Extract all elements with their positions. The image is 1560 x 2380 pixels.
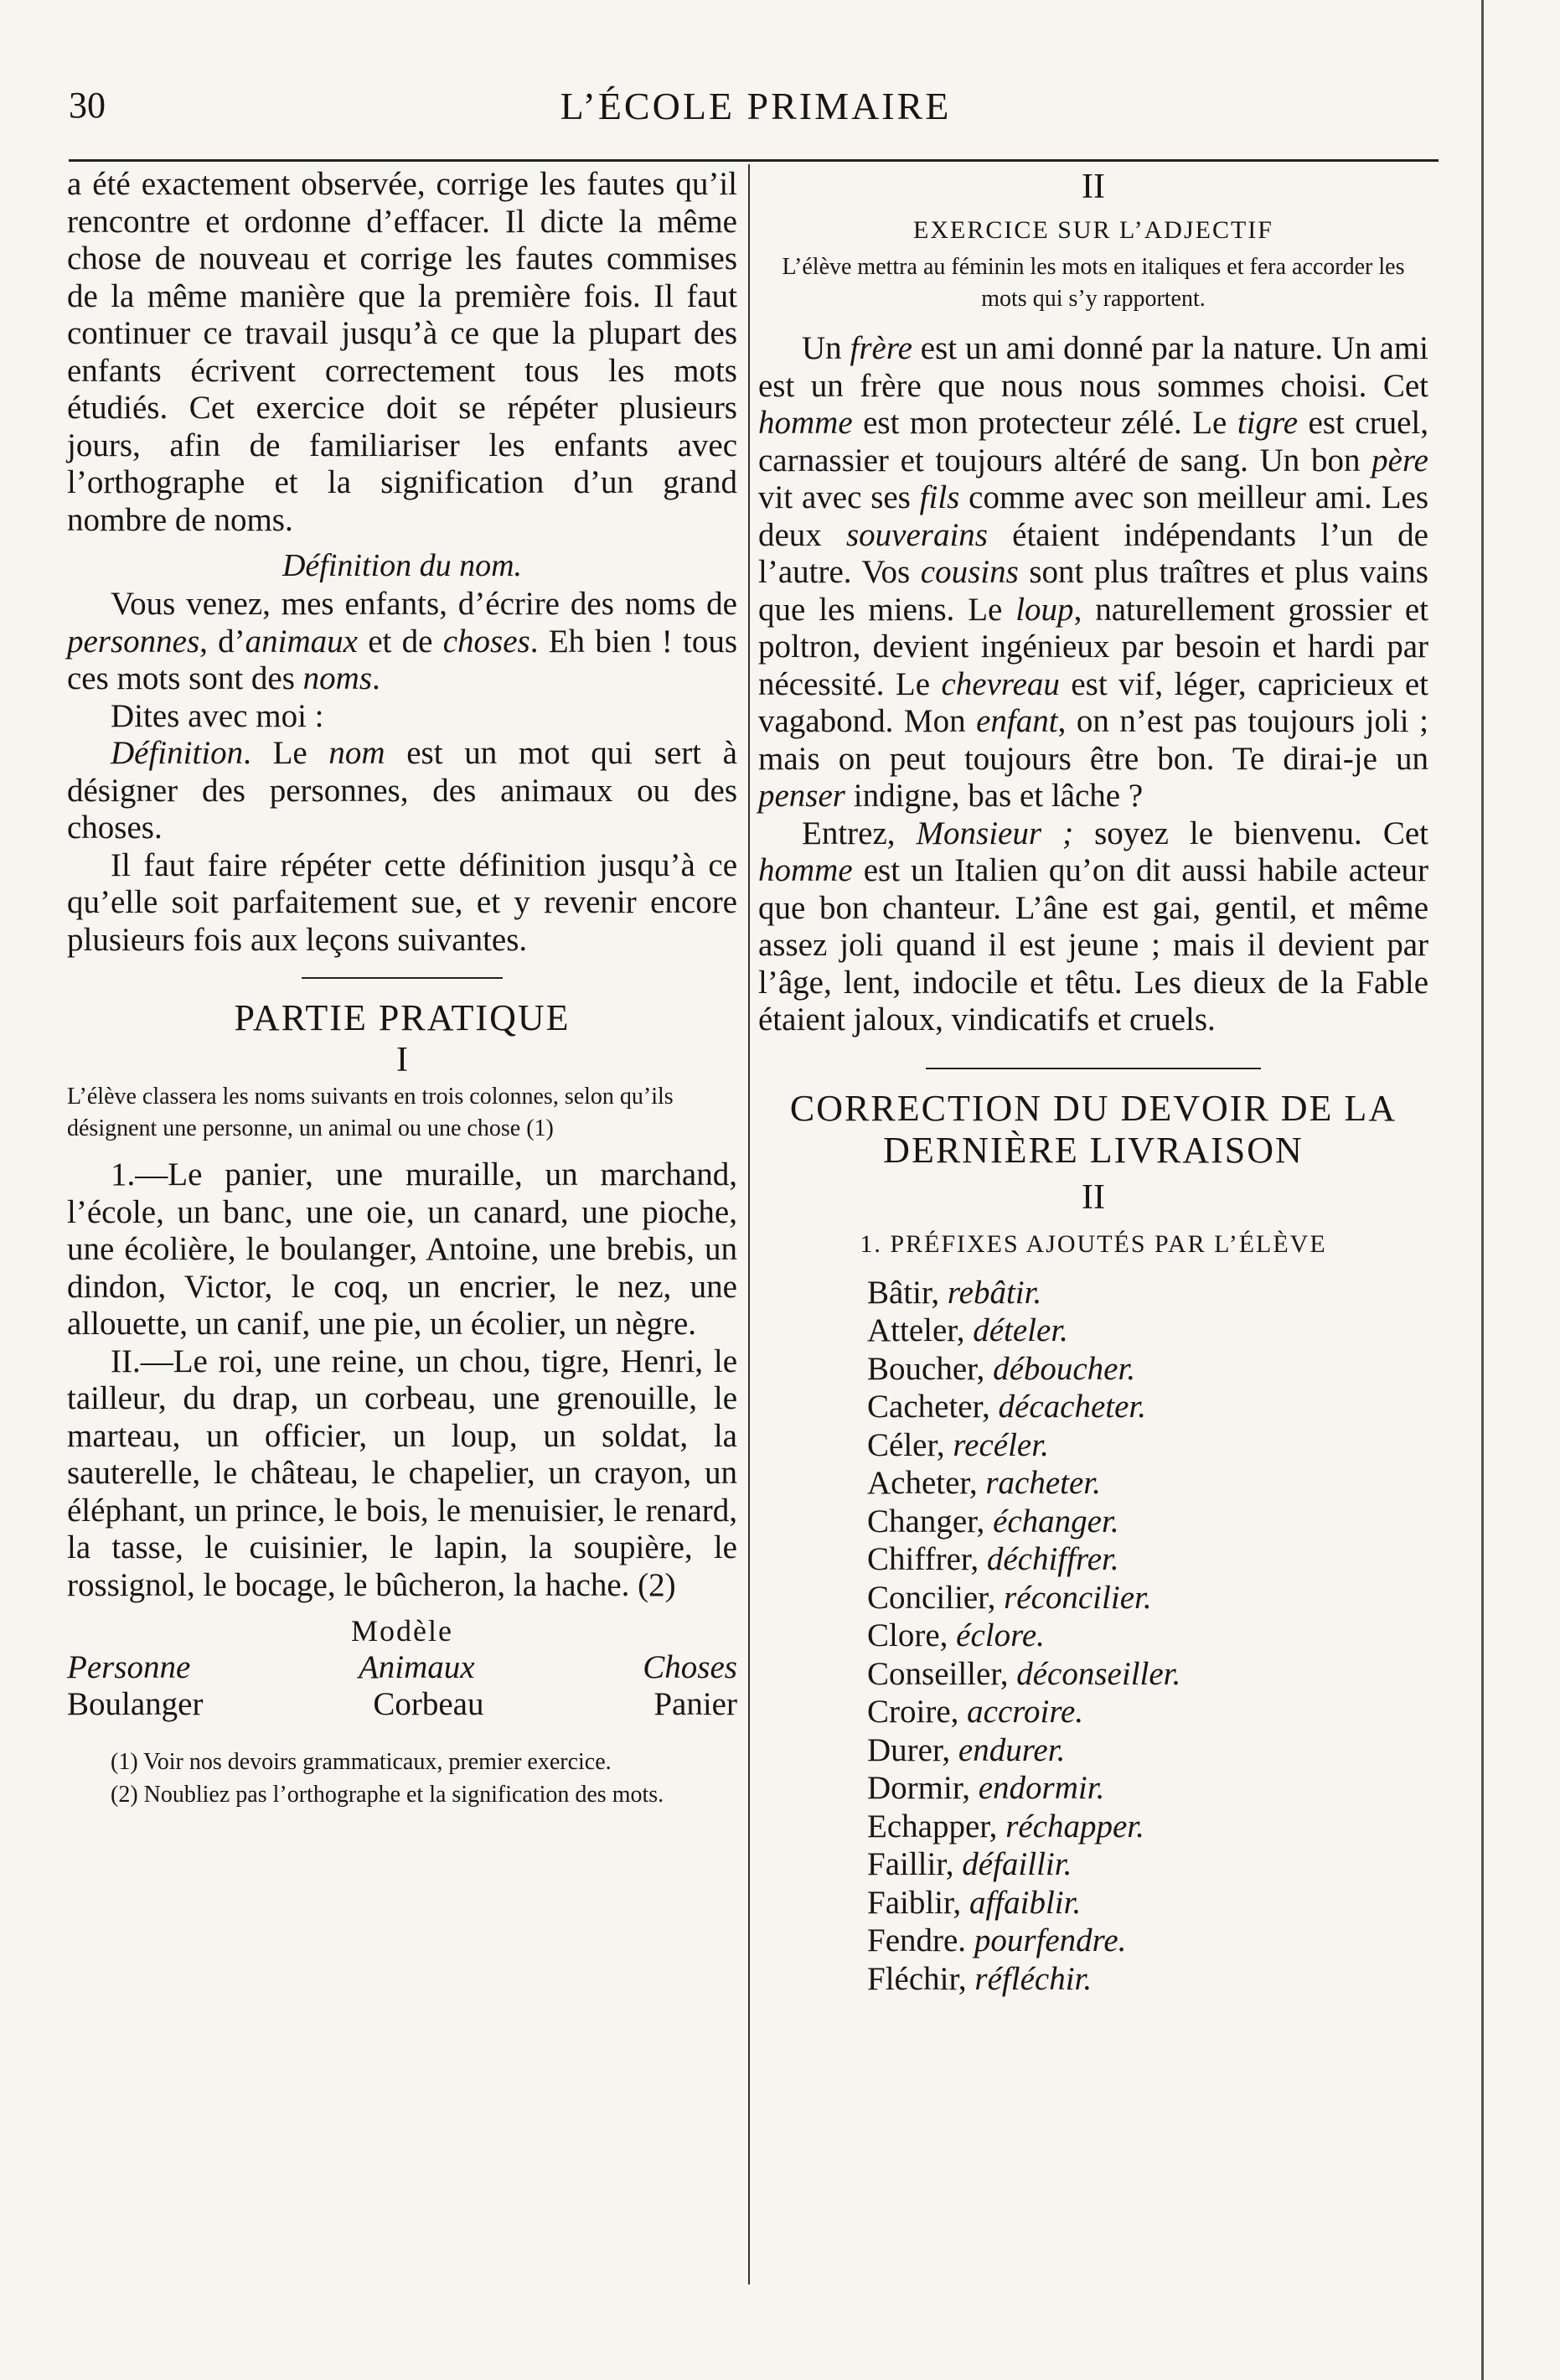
adjective-instruction: L’élève mettra au féminin les mots en italiques et fera accorder les mots qui s’y rapportent. bbox=[782, 254, 1405, 312]
text-segment: est un ami donné par la nature. Un ami est un frère que nous nous sommes choisi. Cet bbox=[758, 330, 1428, 404]
footnotes bbox=[67, 1748, 737, 1808]
text-segment: cousins bbox=[920, 554, 1019, 590]
base-verb: Céler, bbox=[867, 1426, 953, 1463]
exercise-instruction: L’élève classera les noms suivants en trois colonnes, selon qu’ils désignent une personne, un animal ou une chose (1) bbox=[67, 1084, 674, 1141]
text-segment: souverains bbox=[845, 516, 988, 553]
section-rule bbox=[302, 977, 503, 979]
prefixed-verb: déconseiller. bbox=[1016, 1655, 1181, 1692]
prefixed-verb: défaillir. bbox=[962, 1846, 1072, 1882]
prefix-row bbox=[867, 1350, 1428, 1389]
definition-heading: Définition du nom. bbox=[282, 548, 523, 583]
adjective-exercise-text bbox=[758, 330, 1428, 815]
prefix-row bbox=[867, 1845, 1428, 1884]
running-title: L’ÉCOLE PRIMAIRE bbox=[560, 85, 952, 127]
prefix-row bbox=[867, 1960, 1428, 1999]
text-segment: homme bbox=[758, 852, 853, 888]
partie-pratique-heading: PARTIE PRATIQUE bbox=[234, 997, 571, 1038]
prefix-row bbox=[867, 1655, 1428, 1694]
text-segment: enfant bbox=[976, 703, 1058, 739]
text-segment: tigre bbox=[1237, 405, 1299, 441]
footnote-two: (2) Noubliez pas l’orthographe et la signification des mots. bbox=[111, 1782, 664, 1808]
paragraph-names: Vous venez, mes enfants, d’écrire des noms de personnes, d’animaux et de choses. Eh bien ! tous ces mots sont des noms. bbox=[67, 586, 737, 696]
modele-value-chose: Panier bbox=[653, 1686, 737, 1722]
prefix-list bbox=[867, 1274, 1428, 1999]
text-segment: , naturellement grossier et poltron, devient ingénieux par besoin et hardi par nécessité. Le bbox=[758, 591, 1428, 702]
text-segment: indigne, bas et lâche ? bbox=[845, 778, 1144, 814]
column-divider bbox=[748, 164, 750, 2284]
text-segment: est cruel, carnassier et toujours altéré de sang. Un bon bbox=[758, 405, 1428, 479]
modele-headers bbox=[67, 1649, 737, 1686]
text-segment: loup bbox=[1015, 591, 1074, 628]
prefixed-verb: recéler. bbox=[953, 1426, 1049, 1463]
modele-value-animal: Corbeau bbox=[373, 1686, 484, 1722]
adjective-exercise-text-two bbox=[758, 815, 1428, 1039]
prefix-row bbox=[867, 1579, 1428, 1617]
prefix-row bbox=[867, 1884, 1428, 1922]
base-verb: Fléchir, bbox=[867, 1960, 975, 1997]
base-verb: Cacheter, bbox=[867, 1389, 999, 1425]
text-segment: Monsieur ; bbox=[916, 815, 1074, 851]
base-verb: Fendre. bbox=[867, 1922, 974, 1958]
prefixed-verb: pourfendre. bbox=[974, 1922, 1127, 1958]
text-segment: est vif, léger, capricieux et vagabond. Mon bbox=[758, 665, 1428, 739]
text-segment: frère bbox=[850, 330, 912, 366]
modele-value-personne: Boulanger bbox=[67, 1686, 204, 1722]
paragraph-definition: Définition. Le nom est un mot qui sert à désigner des personnes, des animaux ou des choses. bbox=[67, 735, 737, 846]
prefix-row bbox=[867, 1540, 1428, 1579]
prefix-row bbox=[867, 1274, 1428, 1312]
text-segment: , on n’est pas toujours joli ; mais on peut toujours être bon. Te dirai-je un bbox=[758, 703, 1428, 777]
text-segment: comme avec son meilleur ami. Les deux bbox=[758, 479, 1429, 553]
exercise-list-two: II.—Le roi, une reine, un chou, tigre, Henri, le tailleur, du drap, un corbeau, une grenouille, le marteau, un officier, un loup, un soldat, la sauterelle, le château, le chapelier, un crayon, un éléphant, un prince, le bois, le menuisier, le renard, la tasse, le cuisinier, le lapin, la soupière, le rossignol, le bocage, le bûcheron, la hache. (2) bbox=[67, 1343, 737, 1603]
left-column bbox=[67, 166, 737, 1808]
base-verb: Croire, bbox=[867, 1694, 968, 1730]
text-segment: fils bbox=[919, 479, 960, 515]
prefixed-verb: réfléchir. bbox=[974, 1960, 1093, 1997]
intro-paragraph: a été exactement observée, corrige les fautes qu’il rencontre et ordonne d’effacer. Il dicte la même chose de nouveau et corrige les fautes commises de la même manière que la première fois. Il faut continuer ce travail jusqu’à ce que la plupart des enfants écrivent correctement tous les mots étudiés. Cet exercice doit se répéter plusieurs jours, afin de familiariser les enfants avec l’orthographe et la signification d’un grand nombre de noms. bbox=[67, 166, 737, 538]
base-verb: Changer, bbox=[867, 1503, 994, 1539]
roman-numeral-one: I bbox=[396, 1041, 408, 1079]
base-verb: Atteler, bbox=[867, 1312, 974, 1348]
prefixed-verb: réchapper. bbox=[1005, 1808, 1144, 1844]
modele-title: Modèle bbox=[351, 1614, 453, 1648]
prefix-title: 1. PRÉFIXES AJOUTÉS PAR L’ÉLÈVE bbox=[860, 1229, 1327, 1258]
base-verb: Clore, bbox=[867, 1617, 957, 1653]
text-segment: Entrez, bbox=[802, 815, 917, 851]
prefix-row bbox=[867, 1769, 1428, 1808]
right-column bbox=[758, 166, 1428, 1998]
base-verb: Faillir, bbox=[867, 1846, 963, 1882]
paragraph-practice: Il faut faire répéter cette définition jusqu’à ce qu’elle soit parfaitement sue, et y revenir encore plusieurs fois aux leçons suivantes. bbox=[67, 846, 737, 958]
prefixed-verb: accroire. bbox=[967, 1694, 1084, 1730]
text-segment: est un Italien qu’on dit aussi habile acteur que bon chanteur. L’âne est gai, gentil, et même assez joli quand il est jeune ; mais il devient par l’âge, lent, indocile et têtu. Les dieux de la Fable étaient jaloux, vindicatifs et cruels. bbox=[758, 852, 1428, 1037]
text-segment: est mon protecteur zélé. Le bbox=[852, 405, 1237, 441]
base-verb: Dormir, bbox=[867, 1770, 979, 1806]
text-segment: sont plus traîtres et plus vains que les miens. Le bbox=[758, 554, 1428, 628]
prefix-row bbox=[867, 1312, 1428, 1350]
text-segment: père bbox=[1371, 442, 1428, 479]
modele-header-animaux: Animaux bbox=[358, 1649, 475, 1685]
prefix-row bbox=[867, 1731, 1428, 1770]
prefixed-verb: réconcilier. bbox=[1004, 1579, 1152, 1616]
modele-values bbox=[67, 1686, 737, 1723]
prefixed-verb: échanger. bbox=[993, 1503, 1119, 1539]
text-segment: étaient indépendants l’un de l’autre. Vos bbox=[758, 516, 1428, 590]
text-segment: homme bbox=[758, 405, 853, 441]
prefix-row bbox=[867, 1808, 1428, 1846]
prefix-row bbox=[867, 1503, 1428, 1541]
prefixed-verb: racheter. bbox=[985, 1465, 1101, 1501]
page-header bbox=[69, 84, 1443, 142]
prefixed-verb: éclore. bbox=[956, 1617, 1045, 1653]
base-verb: Bâtir, bbox=[867, 1274, 948, 1311]
prefixed-verb: décacheter. bbox=[998, 1389, 1147, 1425]
correction-heading: CORRECTION DU DEVOIR DE LA DERNIÈRE LIVRAISON bbox=[789, 1087, 1397, 1171]
base-verb: Acheter, bbox=[867, 1465, 986, 1501]
base-verb: Faiblir, bbox=[867, 1884, 969, 1921]
base-verb: Echapper, bbox=[867, 1808, 1006, 1844]
prefixed-verb: endurer. bbox=[958, 1731, 1066, 1768]
modele-header-choses: Choses bbox=[643, 1649, 737, 1685]
base-verb: Concilier, bbox=[867, 1579, 1005, 1616]
base-verb: Boucher, bbox=[867, 1350, 994, 1387]
header-rule bbox=[69, 159, 1439, 162]
base-verb: Conseiller, bbox=[867, 1655, 1017, 1692]
prefixed-verb: déboucher. bbox=[993, 1350, 1136, 1387]
prefix-row bbox=[867, 1426, 1428, 1465]
section-rule-right bbox=[926, 1068, 1261, 1069]
page-number: 30 bbox=[69, 85, 106, 126]
page-edge-line bbox=[1481, 0, 1484, 2380]
roman-numeral-two: II bbox=[1082, 168, 1105, 206]
prefix-row bbox=[867, 1922, 1428, 1960]
prefixed-verb: endormir. bbox=[978, 1770, 1105, 1806]
prefix-row bbox=[867, 1693, 1428, 1731]
text-segment: penser bbox=[758, 778, 845, 814]
prefixed-verb: dételer. bbox=[973, 1312, 1068, 1348]
text-segment: chevreau bbox=[941, 665, 1060, 702]
prefixed-verb: affaiblir. bbox=[969, 1884, 1082, 1921]
text-segment: soyez le bienvenu. Cet bbox=[1073, 815, 1428, 851]
prefixed-verb: déchiffrer. bbox=[986, 1541, 1119, 1577]
text-segment: vit avec ses bbox=[758, 479, 920, 515]
base-verb: Durer, bbox=[867, 1731, 958, 1768]
paragraph-repeat: Dites avec moi : bbox=[111, 697, 324, 734]
prefix-row bbox=[867, 1617, 1428, 1655]
exercise-title: EXERCICE SUR L’ADJECTIF bbox=[913, 216, 1273, 244]
prefixed-verb: rebâtir. bbox=[947, 1274, 1042, 1311]
roman-numeral-three: II bbox=[1082, 1177, 1105, 1217]
exercise-list-one: 1.—Le panier, une muraille, un marchand, l’école, un banc, une oie, un canard, une pioche, une écolière, le boulanger, Antoine, une brebis, un dindon, Victor, le coq, un encrier, le nez, une allouette, un canif, une pie, un écolier, un nègre. bbox=[67, 1156, 737, 1342]
text-segment: Un bbox=[802, 330, 850, 366]
modele-header-personne: Personne bbox=[67, 1649, 191, 1685]
base-verb: Chiffrer, bbox=[867, 1541, 987, 1577]
footnote-one: (1) Voir nos devoirs grammaticaux, premier exercice. bbox=[111, 1749, 612, 1775]
prefix-row bbox=[867, 1388, 1428, 1426]
prefix-row bbox=[867, 1464, 1428, 1503]
